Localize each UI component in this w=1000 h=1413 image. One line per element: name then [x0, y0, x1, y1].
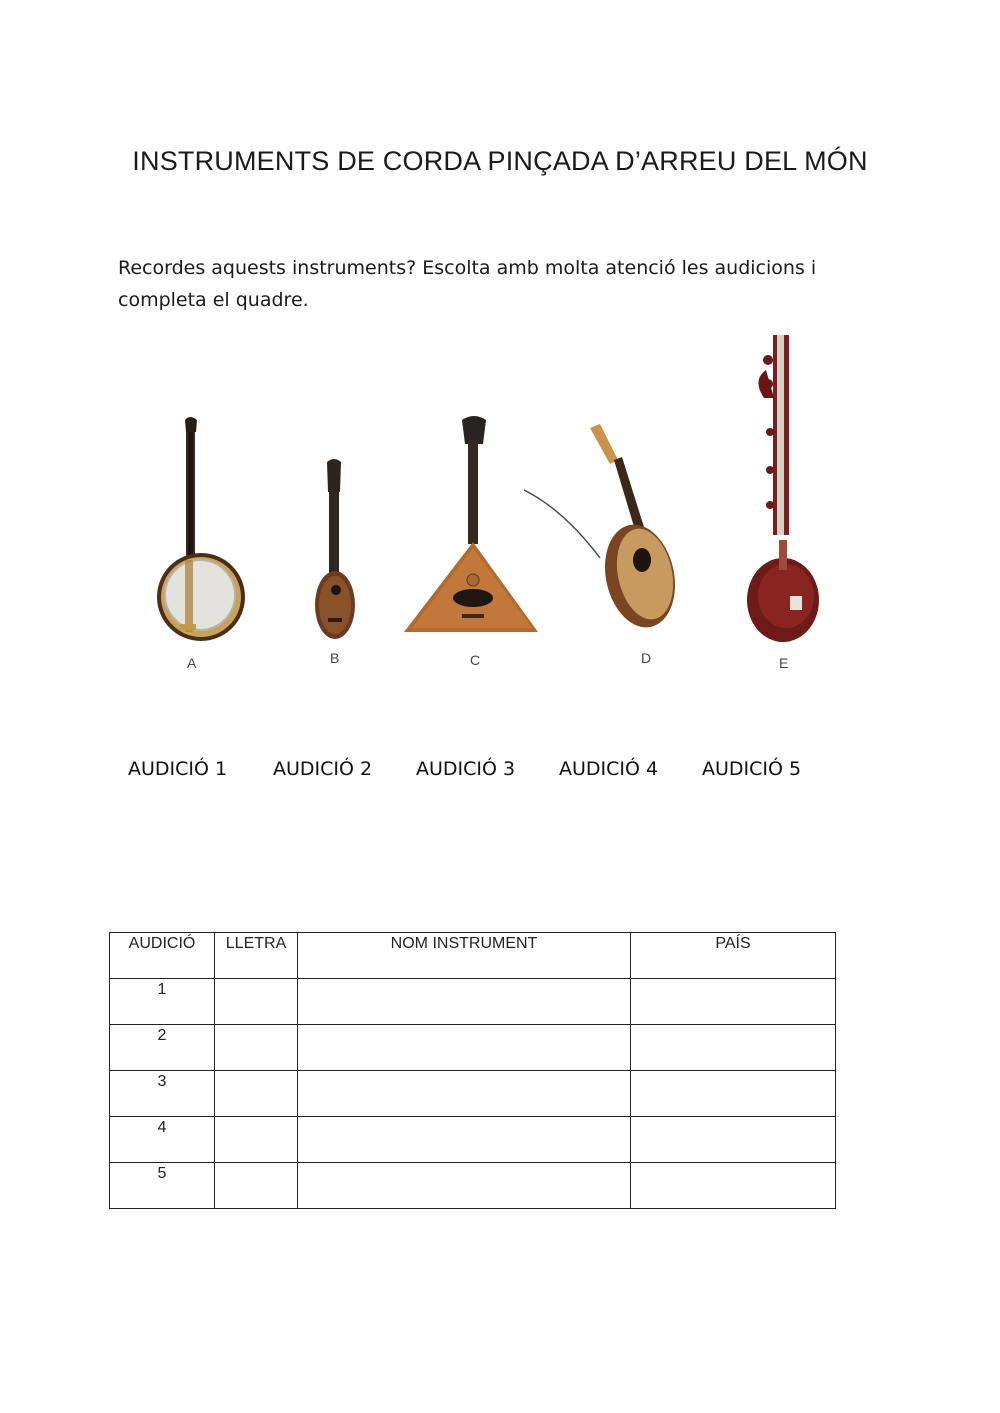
- table-row: [110, 1163, 836, 1209]
- instruments-illustration: [0, 0, 1000, 700]
- charango-icon: [315, 459, 355, 639]
- header-nom-instrument: NOM INSTRUMENT: [298, 933, 631, 979]
- nom-instrument-cell[interactable]: [298, 979, 631, 1025]
- lletra-cell[interactable]: [215, 1117, 298, 1163]
- instrument-letter-c: C: [470, 652, 481, 668]
- instrument-letter-d: D: [641, 650, 652, 666]
- nom-instrument-cell[interactable]: [298, 1071, 631, 1117]
- lletra-cell[interactable]: [215, 1071, 298, 1117]
- audicio-label-2: AUDICIÓ 2: [273, 758, 373, 780]
- row-number: 1: [110, 979, 215, 1025]
- lletra-cell[interactable]: [215, 1025, 298, 1071]
- header-lletra: LLETRA: [215, 933, 298, 979]
- lletra-cell[interactable]: [215, 1163, 298, 1209]
- instrument-letter-a: A: [187, 655, 197, 671]
- nom-instrument-cell[interactable]: [298, 1163, 631, 1209]
- row-number: 5: [110, 1163, 215, 1209]
- table-row: [110, 1071, 836, 1117]
- header-audicio: AUDICIÓ: [110, 933, 215, 979]
- table-row: [110, 1025, 836, 1071]
- pais-cell[interactable]: [631, 979, 836, 1025]
- balalaika-icon: [404, 416, 538, 632]
- audicio-label-3: AUDICIÓ 3: [416, 758, 516, 780]
- pais-cell[interactable]: [631, 1117, 836, 1163]
- instrument-letter-e: E: [779, 655, 789, 671]
- nom-instrument-cell[interactable]: [298, 1025, 631, 1071]
- table-header-row: [110, 933, 836, 979]
- banjo-icon: [157, 417, 245, 641]
- lletra-cell[interactable]: [215, 979, 298, 1025]
- table-row: [110, 979, 836, 1025]
- pais-cell[interactable]: [631, 1071, 836, 1117]
- instrument-letter-b: B: [330, 650, 340, 666]
- instructions-line-1: Recordes aquests instruments? Escolta amb molta atenció les audicions i: [118, 257, 817, 279]
- mandolin-icon: [524, 424, 684, 634]
- audicio-label-1: AUDICIÓ 1: [128, 758, 228, 780]
- instructions-line-2: completa el quadre.: [118, 289, 309, 311]
- pais-cell[interactable]: [631, 1025, 836, 1071]
- pais-cell[interactable]: [631, 1163, 836, 1209]
- audicio-label-4: AUDICIÓ 4: [559, 758, 659, 780]
- page-title: INSTRUMENTS DE CORDA PINÇADA D’ARREU DEL MÓN: [132, 146, 868, 176]
- table-row: [110, 1117, 836, 1163]
- sitar-icon: [747, 335, 819, 642]
- audicio-label-5: AUDICIÓ 5: [702, 758, 802, 780]
- row-number: 3: [110, 1071, 215, 1117]
- answer-table: [109, 932, 836, 1209]
- header-pais: PAÍS: [631, 933, 836, 979]
- row-number: 2: [110, 1025, 215, 1071]
- row-number: 4: [110, 1117, 215, 1163]
- nom-instrument-cell[interactable]: [298, 1117, 631, 1163]
